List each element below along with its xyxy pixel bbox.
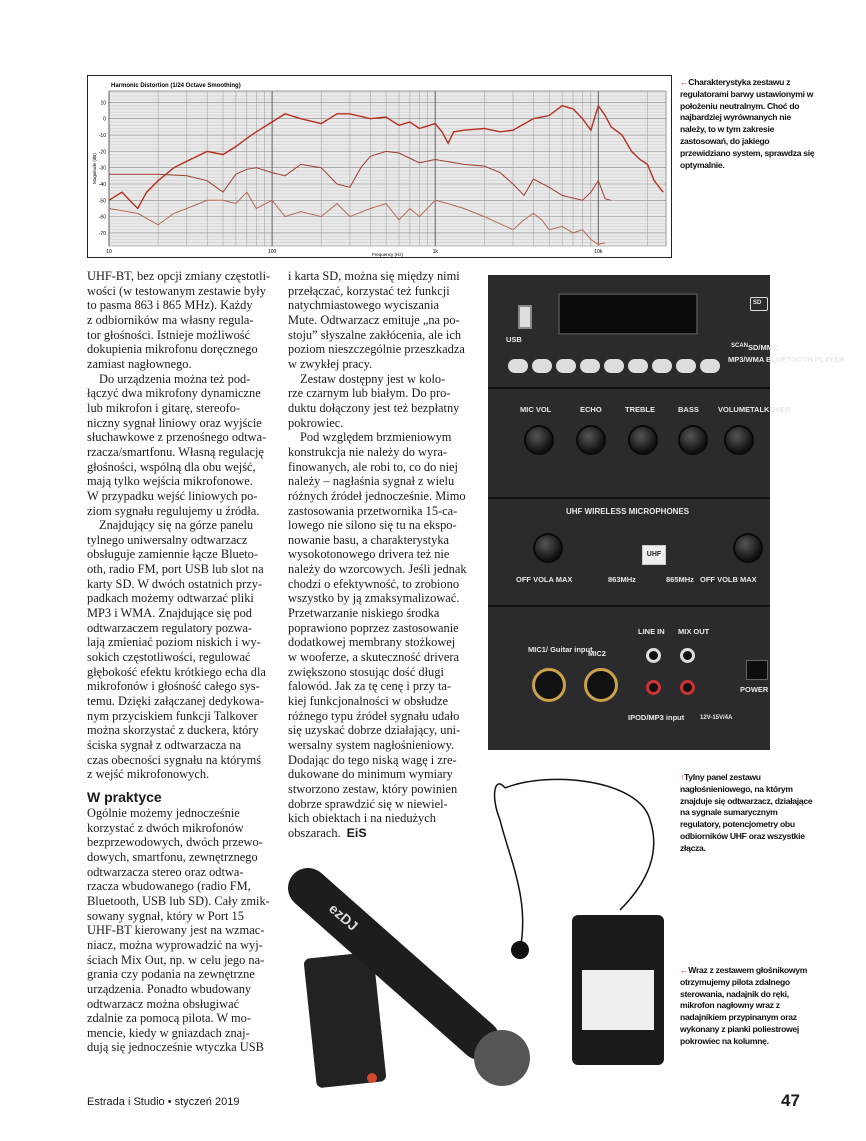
text-line: pokrowiec.	[288, 415, 344, 430]
text-line: padkach możemy odtwarzać pliki	[87, 591, 254, 606]
volb-knob	[733, 533, 763, 563]
mix-out-jack	[680, 648, 695, 663]
mic-vol-label: MIC VOL	[520, 405, 552, 414]
text-line: bezprzewodowych, dwóch przewo-	[87, 835, 263, 850]
text-line: lowego nie silono się tu na ekspo-	[288, 518, 457, 533]
text-line: różnego typu źródeł sygnału udało	[288, 708, 460, 723]
text-line: finowanych, ale robi to, co do niej	[288, 459, 458, 474]
text-line: wości (w testowanym zestawie były	[87, 283, 266, 298]
text-line: sokich częstotliwości, regulować	[87, 650, 251, 665]
text-line: dobrze sprawdzić się w niewiel-	[288, 796, 448, 811]
text-line: w zwykłej pracy.	[288, 356, 373, 371]
text-line: z odbiorników ma własny regula-	[87, 312, 254, 327]
text-line: poprawiono poprzez zastosowanie	[288, 620, 459, 635]
text-line: odtwarzacz można obsługiwać	[87, 996, 240, 1011]
text-line: z wejść mikrofonowych.	[87, 767, 210, 782]
player-button	[556, 359, 576, 373]
mic-vol-knob	[524, 425, 554, 455]
dc-label: 12V-15V/4A	[700, 715, 733, 721]
mic1-jack	[532, 668, 566, 702]
volume-knob	[724, 425, 754, 455]
text-line: rzacza wbudowanego (radio FM,	[87, 879, 251, 894]
text-line: wysokotonowego drivera też nie	[288, 547, 450, 562]
text-line: Pod względem brzmieniowym	[300, 430, 452, 445]
player-button	[508, 359, 528, 373]
text-line: mają tylko wejścia mikrofonowe.	[87, 474, 253, 489]
text-line: UHF-BT, bez opcji zmiany częstotli-	[87, 269, 271, 283]
footer-publication: Estrada i Studio • styczeń 2019	[87, 1096, 240, 1108]
talkover-label: TALKOVER	[750, 405, 791, 414]
section-heading: W praktyce	[87, 788, 162, 805]
text-line: tor głośności. Istnieje możliwość	[87, 327, 251, 342]
panel-divider	[488, 605, 770, 607]
y-tick-label: 0	[103, 116, 106, 123]
text-line: i karta SD, można się między nimi	[288, 269, 460, 283]
text-line: mikrofonów i głośność całego sys-	[87, 679, 260, 694]
text-line: zamiast nagłownego.	[87, 356, 192, 371]
y-tick-label: -40	[98, 182, 106, 188]
text-line: natychmiastowego wyciszania	[288, 298, 440, 313]
x-tick-label: 1k	[432, 249, 438, 255]
text-line: Dodając do tego niską wagę i zre-	[288, 752, 457, 767]
freq2-label: 865MHz	[666, 575, 694, 584]
transmitter-label	[582, 970, 654, 1030]
text-line: przełączać, korzystać też funkcji	[288, 283, 450, 298]
text-line: dują się jednocześnie wtyczka USB	[87, 1040, 264, 1055]
text-line: dodatkowej membrany stożkowej	[288, 635, 456, 650]
text-line: obsługuje zamiennie łącze Blueto-	[87, 547, 258, 562]
text-line: ziom sygnału regulujemy u źródła.	[87, 503, 260, 518]
player-button	[652, 359, 672, 373]
volb-label: OFF VOLB MAX	[700, 575, 757, 584]
ipod-label: IPOD/MP3 input	[628, 713, 685, 722]
text-line	[288, 826, 484, 841]
player-label: MP3/WMA BLUETOOTH PLAYER	[728, 355, 845, 364]
text-line: należy – nagłaśnia sygnał z wielu	[288, 474, 455, 489]
chart-title: Harmonic Distortion (1/24 Octave Smoothing)	[111, 83, 241, 89]
y-tick-label: -30	[98, 165, 106, 172]
x-tick-label: 100	[267, 249, 277, 255]
mic2-label: MIC2	[588, 649, 606, 658]
text-line: chodzi o efektywność, to zrobiono	[288, 576, 460, 591]
text-line: zastosowania przetwornika 15-ca-	[288, 503, 458, 518]
text-line: UHF-BT kierowany jest na wzmac-	[87, 923, 265, 938]
bass-knob	[678, 425, 708, 455]
line-in-jack	[646, 648, 661, 663]
text-line: ściska sygnał z odtwarzacza na	[87, 738, 242, 752]
panel-divider	[488, 387, 770, 389]
text-line: rzacza/smartfonu. Własną regulację	[87, 444, 264, 459]
volume-label: VOLUME	[718, 405, 751, 414]
text-line: można skorzystać z duckera, który	[87, 723, 259, 738]
player-button	[580, 359, 600, 373]
text-line: w wooferze, a skuteczność drivera	[288, 650, 459, 665]
vola-knob	[533, 533, 563, 563]
chart-svg	[88, 76, 671, 257]
uhf-badge: UHF	[642, 545, 666, 565]
mic-brand-logo: ezDJ	[326, 900, 362, 934]
text-line: głośności, wspólną dla obu wejść,	[87, 459, 256, 474]
text-line: słuchawkowe z przenośnego odtwa-	[87, 430, 267, 445]
mix-out-jack	[680, 680, 695, 695]
headset-cable	[495, 784, 523, 950]
text-line-end: obszarach.	[288, 825, 341, 840]
text-line: konstrukcja nie należy do wyra-	[288, 444, 447, 459]
author-signature: EiS	[346, 825, 367, 840]
mic-grille	[474, 1030, 530, 1086]
y-tick-label: 10	[100, 100, 106, 107]
text-line: W przypadku wejść liniowych po-	[87, 488, 258, 503]
text-line: wszystko by ją zmaksymalizować.	[288, 591, 460, 606]
remote-power-button	[367, 1073, 377, 1083]
uhf-label: UHF WIRELESS MICROPHONES	[566, 507, 690, 516]
panel-divider	[488, 497, 770, 499]
text-line: mencie, kiedy w gniazdach znaj-	[87, 1025, 250, 1040]
text-line: lub mikrofon i gitarę, stereofo-	[87, 400, 241, 415]
echo-knob	[576, 425, 606, 455]
text-line: kiej funkcjonalności w obsłudze	[288, 694, 449, 709]
panel-caption: ↑Tylny panel zestawu nagłośnieniowego, na którym znajduje się odtwarzacz, działające na sygnale sumarycznym regulatory, potencjometry obu odbiorników UHF oraz wszystkie złącza.	[680, 772, 813, 853]
text-line: należy do wzorcowych. Jeśli jednak	[288, 562, 467, 577]
harmonic-distortion-chart	[87, 75, 672, 258]
text-line: różnych źródeł jednocześnie. Mimo	[288, 488, 466, 503]
text-line: czas obecności sygnału na którymś	[87, 752, 262, 767]
player-display	[558, 293, 698, 335]
scan-label: SCAN	[731, 343, 749, 349]
mic1-label: MIC1/ Guitar input	[528, 645, 593, 654]
text-line: kich obiektach i na niedużych	[288, 811, 436, 826]
text-line: urządzenia. Ponadto wbudowany	[87, 981, 252, 996]
sd-label: SD	[753, 300, 762, 306]
chart-caption: ←Charakterystyka zestawu z regulatorami barwy ustawionymi w położeniu neutralnym. Choć do najbardziej wyrównanych nie należy, to w tym zakresie zastosowań, do jakiego przewidziano system, sprawdza się optymalnie.	[680, 77, 815, 170]
text-line: poziom nieszczególnie przeszkadza	[288, 342, 465, 357]
text-line: tylnego uniwersalny odtwarzacz	[87, 532, 248, 547]
text-line: dowych, smartfonu, zewnętrznego	[87, 849, 258, 864]
text-line: Bluetooth, USB lub SD). Cały zmik-	[87, 893, 270, 908]
arrow-up-icon: ↑	[680, 772, 684, 782]
mic2-jack	[584, 668, 618, 702]
bass-label: BASS	[678, 405, 699, 414]
player-button	[532, 359, 552, 373]
text-line: zwiększono stosując dość długi	[288, 664, 444, 679]
sdmmc-label: SD/MMC	[748, 343, 779, 352]
text-line: rze czarnym lub białym. Do pro-	[288, 386, 451, 401]
power-switch	[746, 660, 768, 680]
text-line: falowód. Jak za tę cenę i przy ta-	[288, 679, 452, 694]
headset-cable	[505, 779, 654, 910]
text-line: zdalnie za pomocą pilota. W mo-	[87, 1011, 252, 1026]
arrow-left-icon: ←	[680, 77, 689, 87]
text-line: lają zmieniać poziom niskich i wy-	[87, 635, 261, 650]
text-line: duktu dołączony jest też bezpłatny	[288, 400, 460, 415]
text-line: nym przyciskiem funkcji Talkover	[87, 708, 258, 723]
text-line: sowany sygnał, który w Port 15	[87, 908, 244, 923]
text-line: Do urządzenia można też pod-	[99, 371, 251, 386]
usb-label: USB	[506, 335, 522, 344]
text-line: Przetwarzanie niskiego środka	[288, 606, 440, 621]
text-line: Ogólnie możemy jednocześnie	[87, 805, 240, 820]
x-axis-label: Frequency (Hz)	[371, 252, 404, 257]
treble-knob	[628, 425, 658, 455]
vola-label: OFF VOLA MAX	[516, 575, 573, 584]
text-line: Zestaw dostępny jest w kolo-	[300, 371, 446, 386]
text-line: łączyć dwa mikrofony dynamiczne	[87, 386, 261, 401]
treble-label: TREBLE	[625, 405, 655, 414]
line-in-label: LINE IN	[638, 627, 665, 636]
player-button	[604, 359, 624, 373]
text-line: się uzyskać dobrze działający, uni-	[288, 723, 461, 738]
text-line: nowanie basu, a charakterystyka	[288, 532, 450, 547]
text-line: korzystać z dwóch mikrofonów	[87, 820, 244, 835]
article-column-1	[87, 269, 283, 1055]
text-line: grania czy podania na zewnętrzne	[87, 967, 255, 982]
power-label: POWER	[740, 685, 769, 694]
text-line: to pasma 863 i 865 MHz). Każdy	[87, 298, 253, 313]
text-line: Mute. Odtwarzacz emituje „na po-	[288, 312, 460, 327]
rear-panel-photo	[488, 275, 845, 750]
freq1-label: 863MHz	[608, 575, 636, 584]
headset-mic	[511, 941, 529, 959]
text-line: dokupienia mikrofonu doręcznego	[87, 342, 258, 357]
text-line: temu. Dzięki załączanej dedykowa-	[87, 694, 264, 709]
usb-port	[518, 305, 532, 329]
text-line: stworzono zestaw, który powinien	[288, 781, 458, 796]
line-in-jack	[646, 680, 661, 695]
echo-label: ECHO	[580, 405, 602, 414]
text-line: karty SD. W dwóch ostatnich przy-	[87, 576, 263, 591]
text-line: odtwarzacza stereo oraz odtwa-	[87, 864, 244, 879]
player-button	[700, 359, 720, 373]
player-button	[628, 359, 648, 373]
text-line: głębokość efektu krótkiego echa dla	[87, 664, 266, 679]
text-line: niczny sygnał liniowy oraz wyjście	[87, 415, 262, 430]
text-line: dukowane do minimum wymiary	[288, 767, 453, 782]
player-button	[676, 359, 696, 373]
mix-out-label: MIX OUT	[678, 627, 710, 636]
y-tick-label: -70	[98, 230, 106, 237]
text-line: wersalny system nagłośnieniowy.	[288, 738, 455, 752]
page-number: 47	[781, 1091, 800, 1110]
x-tick-label: 10k	[594, 249, 603, 255]
y-tick-label: -50	[98, 198, 106, 205]
text-line: niacz, można wyprowadzić na wyj-	[87, 937, 263, 952]
arrow-left-icon: ←	[680, 965, 689, 975]
x-tick-label: 10	[106, 249, 112, 255]
y-tick-label: -20	[98, 149, 106, 156]
text-line: ściach Mix Out, np. w celu jego na-	[87, 952, 265, 967]
text-line: MP3 i WMA. Znajdujące się pod	[87, 606, 252, 621]
text-line: Znajdujący się na górze panelu	[99, 518, 254, 533]
text-line: odtwarzaczem regulatory pozwa-	[87, 620, 253, 635]
y-axis-label: Magnitude (dB)	[92, 153, 97, 184]
accessories-caption: ←Wraz z zestawem głośnikowym otrzymujemy pilota zdalnego sterowania, nadajnik do ręki, mikrofon nagłowny wraz z nadajnikiem przypinanym oraz wykonany z pianki poliestrowej pokrowiec na kolumnę.	[680, 965, 808, 1046]
y-tick-label: -60	[98, 214, 106, 221]
text-line: oth, radio FM, port USB lub slot na	[87, 562, 264, 577]
article-column-2	[288, 269, 484, 841]
y-tick-label: -10	[98, 133, 106, 140]
text-line: stoju” słyszalne zakłócenia, ale ich	[288, 327, 462, 342]
